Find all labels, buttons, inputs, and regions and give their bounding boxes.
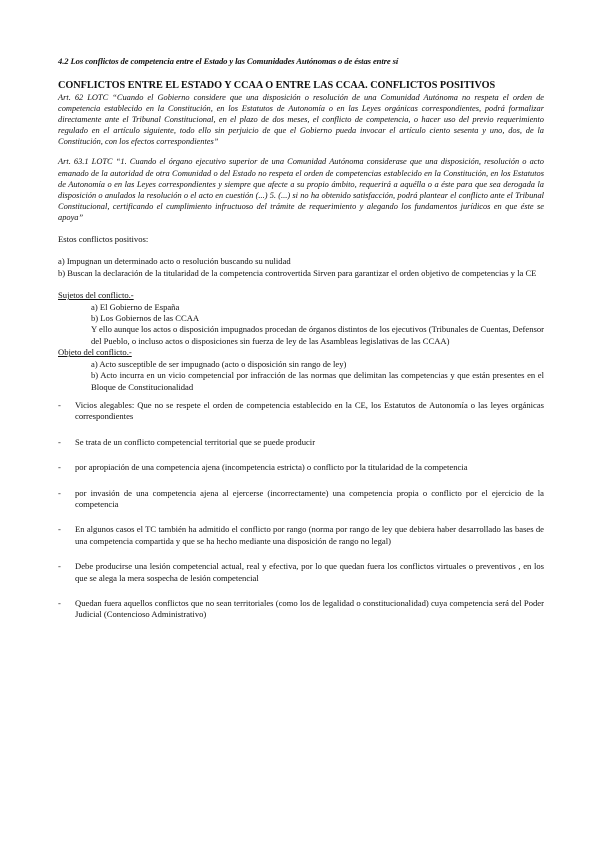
bullet-item [58,524,544,547]
bullet-item [58,437,544,448]
intro-text: Estos conflictos positivos: [58,234,149,245]
bullet-dash: - [58,399,61,410]
bullet-text: por invasión de una competencia ajena al ejercerse (incorrectamente) una competencia propia o conflicto por el ejercicio de la competencia [75,487,544,509]
objeto-item: b) Acto incurra en un vicio competencial por infracción de las normas que delimitan las competencias y que están presentes en el Bloque de Constitucionalidad [91,370,544,392]
quote-art-63: Art. 63.1 LOTC “1. Cuando el órgano ejecutivo superior de una Comunidad Autónoma considerase que una disposición, resolución o acto emanado de la autoridad de otra Comunidad o del Estado no respeta el orden de competencias establecido en la Constitución, en los Estatutos de Autonomía o en las Leyes correspondientes y siempre que afecte a su propio ámbito, requerirá a aquélla o a éste para que sea derogada la disposición o anulados la resolución o el acto en cuestión (...) 5. (...) si no ha obtenido satisfacción, podrá plantear el conflicto ante el Tribunal Constitucional, certificando el cumplimiento infructuoso del trámite de requerimiento y alegando los fundamentos jurídicos en que éste se apoya” [58,157,544,222]
heading: CONFLICTOS ENTRE EL ESTADO Y CCAA O ENTRE LAS CCAA. CONFLICTOS POSITIVOS [58,80,496,91]
sujetos-list [58,302,544,348]
point-b: b) Buscan la declaración de la titularidad de la competencia controvertida Sirven para garantizar el orden objetivo de competencias y la CE [58,267,537,278]
sujeto-item: a) El Gobierno de España [91,301,180,312]
bullet-list [58,400,544,621]
bullet-item [58,561,544,584]
bullet-text: Debe producirse una lesión competencial actual, real y efectiva, por lo que quedan fuera los conflictos virtuales o preventivos , en los que se alega la mera sospecha de lesión competencial [75,561,544,583]
section-title: 4.2 Los conflictos de competencia entre el Estado y las Comunidades Autónomas o de éstas entre sí [58,56,399,66]
bullet-text: Vicios alegables: Que no se respete el orden de competencia establecido en la CE, los Estatutos de Autonomía o las leyes orgánicas correspondientes [75,399,544,422]
document-page [58,56,544,621]
bullet-dash: - [58,561,61,572]
objeto-item: a) Acto susceptible de ser impugnado (acto o disposición sin rango de ley) [91,358,347,369]
sujeto-note: Y ello aunque los actos o disposición impugnados procedan de órganos distintos de los ejecutivos (Tribunales de Cuentas, Defensor del Pueblo, o incluso actos o disposiciones sin fuerza de ley de las Asambleas legislativas de las CCAA) [91,324,544,346]
bullet-text: Se trata de un conflicto competencial territorial que se puede producir [75,436,316,447]
bullet-item [58,488,544,511]
bullet-text: por apropiación de una competencia ajena (incompetencia estricta) o conflicto por la titularidad de la competencia [75,462,468,473]
bullet-dash: - [58,436,61,447]
bullet-dash: - [58,462,61,473]
sujetos-label: Sujetos del conflicto.- [58,290,134,301]
bullet-dash: - [58,597,61,608]
objeto-list [58,359,544,393]
bullet-text: Quedan fuera aquellos conflictos que no sean territoriales (como los de legalidad o constitucionalidad) cuya competencia será del Poder Judicial (Contencioso Administrativo) [75,597,544,620]
point-a: a) Impugnan un determinado acto o resolución buscando su nulidad [58,256,291,267]
bullet-item [58,462,544,473]
bullet-item [58,400,544,423]
objeto-label: Objeto del conflicto.- [58,347,132,358]
bullet-item [58,598,544,621]
quote-art-62: Art. 62 LOTC “Cuando el Gobierno considere que una disposición o resolución de una Comunidad Autónoma no respeta el orden de competencia establecido en la Constitución, en los Estatutos de Autonomía o en las Leyes orgánicas correspondientes, podrá formalizar directamente ante el Tribunal Constitucional, en el plazo de dos meses, el conflicto de competencia, o hacer uso del previo requerimiento regulado en el artículo siguiente, todo ello sin perjuicio de que el Gobierno pueda invocar el artículo ciento sesenta y uno, dos, de la Constitución, con los efectos correspondientes” [58,93,544,147]
bullet-dash: - [58,487,61,498]
bullet-dash: - [58,524,61,535]
sujeto-item: b) Los Gobiernos de las CCAA [91,313,200,324]
bullet-text: En algunos casos el TC también ha admitido el conflicto por rango (norma por rango de ley que debiera haber desarrollado las bases de una competencia compartida y que se ha hecho mediante una disposición de rango no legal) [75,524,544,546]
